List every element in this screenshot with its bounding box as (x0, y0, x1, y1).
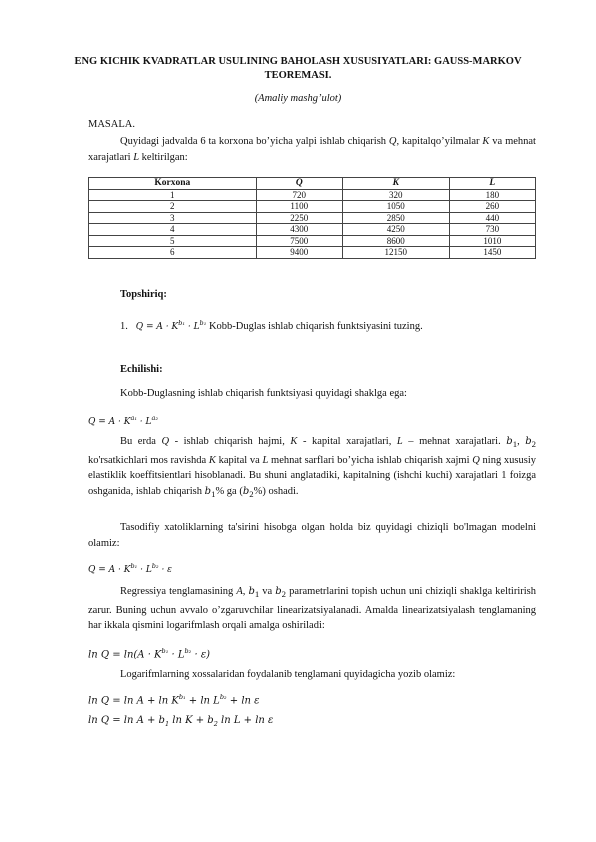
equation-linear-model: $\ln Q = \ln A + b_1$ $\ln K + b_2$ ln L + ln ε (88, 715, 274, 728)
table-cell: 4250 (342, 224, 449, 236)
table-cell: 8600 (342, 235, 449, 247)
table-cell: 180 (449, 189, 535, 201)
table-row (89, 189, 536, 201)
table-cell: 2250 (256, 212, 342, 224)
equation-log: $\ln Q = \ln(A \cdot K^{b_1} \cdot L^{b_2} \cdot \varepsilon)$ (88, 647, 211, 661)
linearization-paragraph: Regressiya tenglamasining A, $b_1$ va $b_2$ parametrlarini topish uchun uni chiziqli shaklga keltirirish zarur. Buning uchun avvalo o’zgaruvchilar linearizatsiyalanadi. Amalda linearizatsiyalash tenglamaning har ikkala qismini logarifmlash orqali amalga oshiriladi: (88, 586, 537, 632)
table-cell: 260 (449, 201, 535, 213)
task-formula: $Q = A \cdot K^{b_1} \cdot L^{b_1}$ (135, 319, 207, 332)
table-cell: 720 (256, 189, 342, 201)
column-header: L (449, 178, 535, 190)
table-cell: 6 (89, 247, 257, 259)
table-row (89, 247, 536, 259)
task-number: 1. (120, 321, 128, 332)
page-subtitle: (Amaliy mashg’ulot) (254, 93, 342, 104)
equation-nonlinear-model: $Q = A \cdot K^{b_1} \cdot L^{b_2} \cdot \varepsilon$ (88, 562, 172, 575)
table-cell: 320 (342, 189, 449, 201)
table-row (89, 235, 536, 247)
table-cell: 4 (89, 224, 257, 236)
table-cell: 4300 (256, 224, 342, 236)
column-header: Korxona (89, 178, 257, 190)
task-text: Kobb-Duglas ishlab chiqarish funktsiyasini tuzing. (208, 321, 423, 332)
table-cell: 7500 (256, 235, 342, 247)
table-cell: 2850 (342, 212, 449, 224)
table-row (89, 212, 536, 224)
equation-log-expanded: $\ln Q = \ln A + \ln K^{b_1} + \ln L^{b_2} + \ln \varepsilon$ (88, 693, 260, 707)
table-cell: 5 (89, 235, 257, 247)
masala-label: MASALA. (88, 119, 135, 130)
table-cell: 1050 (342, 201, 449, 213)
table-cell: 1 (89, 189, 257, 201)
intro-paragraph: Quyidagi jadvalda 6 ta korxona bo’yicha yalpi ishlab chiqarish Q, kapitalqo’yilmalar K va mehnat xarajatlari L keltirilgan: (88, 136, 536, 163)
model-paragraph: Tasodifiy xatoliklarning ta'sirini hisobga olgan holda biz quyidagi chiziqli bo'lmagan modelni olamiz: (88, 522, 536, 549)
table-cell: 1100 (256, 201, 342, 213)
data-table (88, 177, 536, 259)
table-cell: 1450 (449, 247, 535, 259)
table-cell: 12150 (342, 247, 449, 259)
topshiriq-heading: Topshiriq: (120, 289, 167, 300)
column-header: K (342, 178, 449, 190)
table-cell: 9400 (256, 247, 342, 259)
table-cell: 3 (89, 212, 257, 224)
table-header-row (89, 178, 536, 190)
table-row (89, 224, 536, 236)
table-cell: 730 (449, 224, 535, 236)
echilishi-heading: Echilishi: (120, 364, 163, 375)
solution-intro: Kobb-Duglasning ishlab chiqarish funktsiyasi quyidagi shaklga ega: (120, 388, 407, 399)
explanation-paragraph: Bu erda Q - ishlab chiqarish hajmi, K - kapital xarajatlari, L – mehnat xarajatlari. $b_1$, $b_2$ ko'rsatkichlari mos ravishda K kapital va L mehnat sarflari bo’yicha ishlab chiqarish xajmi Q ning xususiy elastiklik koeffitsientlari hisoblanadi. Bu shuni anglatadiki, kapitalning (ishchi kuchi) xarajatlari 1 foizga oshganida, ishlab chiqarish $b_1\%$ ga $(b_2\%)$ oshadi. (88, 436, 537, 499)
table-row (89, 201, 536, 213)
log-properties-text: Logarifmlarning xossalaridan foydalanib tenglamani quyidagicha yozib olamiz: (120, 669, 456, 680)
table-cell: 2 (89, 201, 257, 213)
page-title: ENG KICHIK KVADRATLAR USULINING BAHOLASH XUSUSIYATLARI: GAUSS-MARKOV TEOREMASI. (74, 56, 522, 81)
equation-cobb-douglas: $Q = A \cdot K^{a_1} \cdot L^{a_2}$ (88, 414, 158, 427)
column-header: Q (256, 178, 342, 190)
task-item (120, 316, 423, 334)
table-cell: 440 (449, 212, 535, 224)
table-cell: 1010 (449, 235, 535, 247)
